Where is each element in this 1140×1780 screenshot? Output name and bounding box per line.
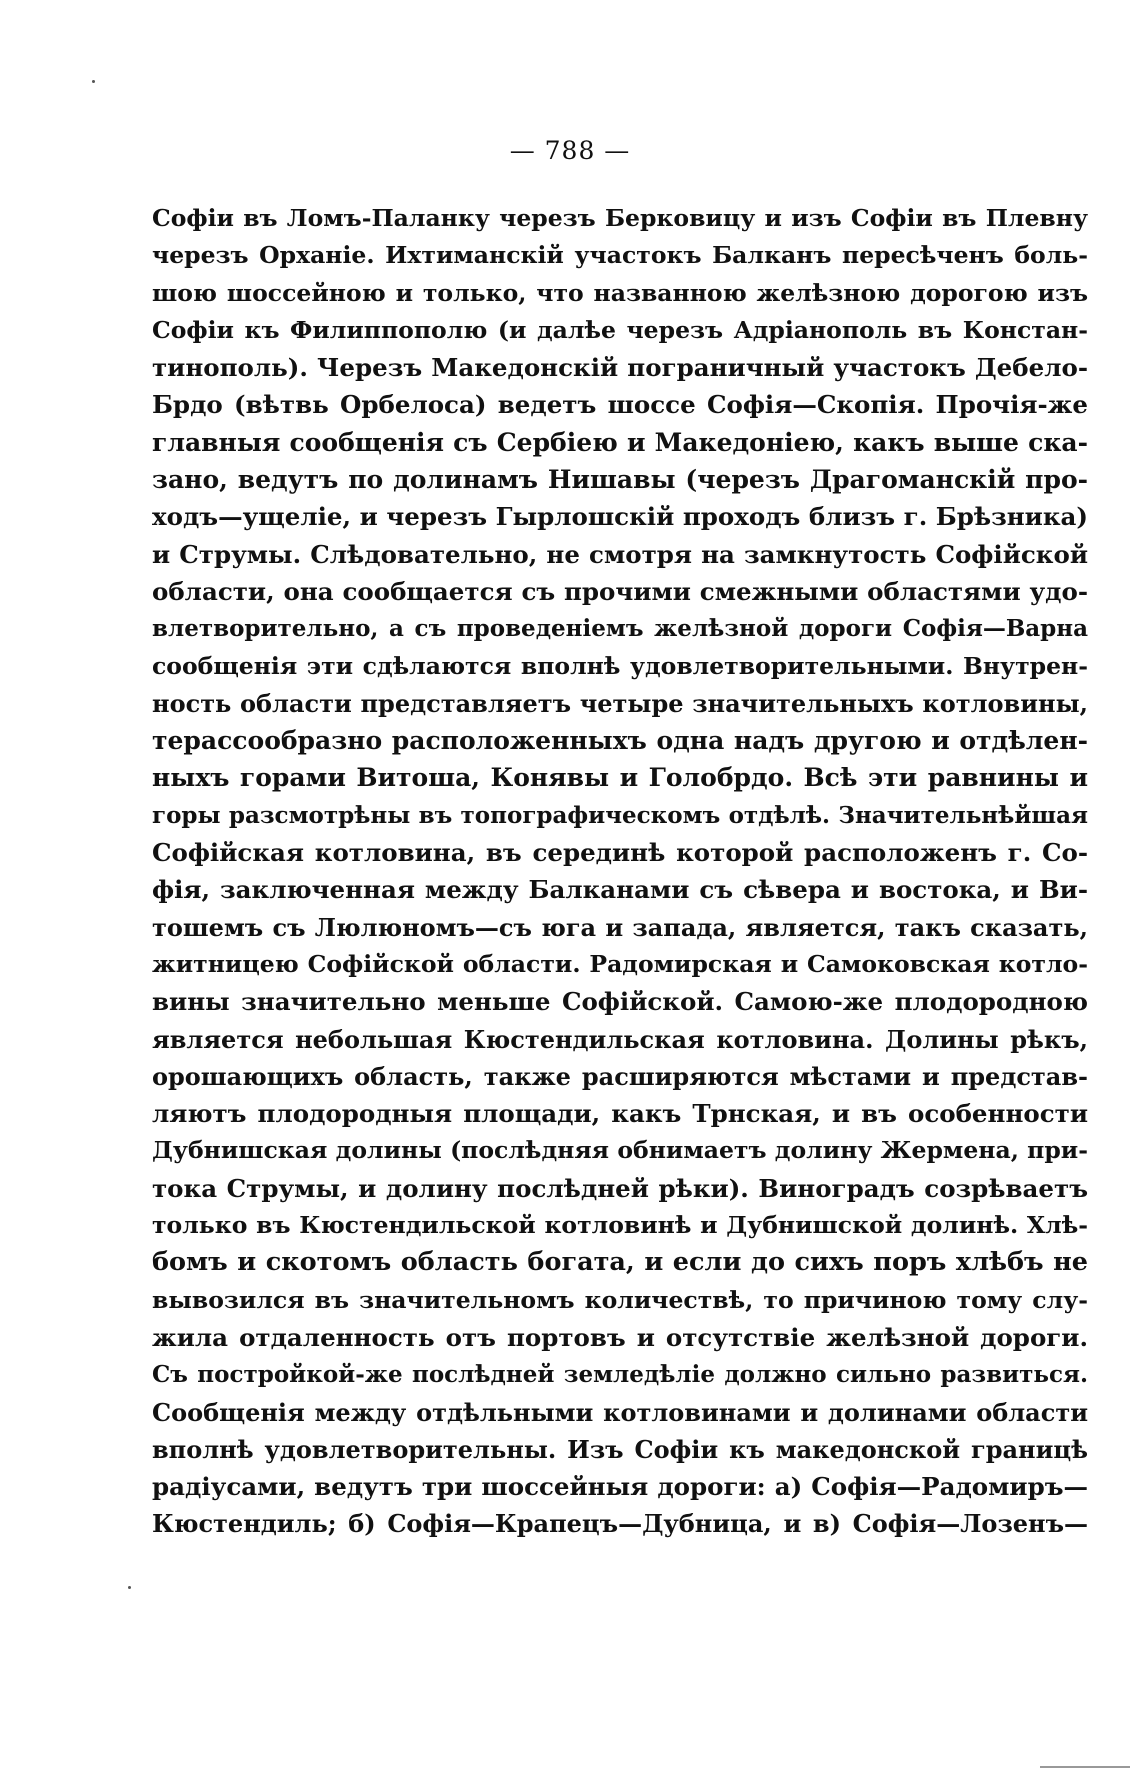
text-line: Софіи къ Филиппополю (и далѣе черезъ Адріанополь въ Констан- [152,315,1088,344]
text-line: главныя сообщенія съ Сербіею и Македоніею, какъ выше ска- [152,427,1088,457]
body-text [152,200,1088,1543]
text-line: ходъ—ущеліе, и черезъ Гырлошскій проходъ близъ г. Брѣзника) [152,502,1088,532]
text-line: вывозился въ значительномъ количествѣ, то причиною тому слу- [152,1285,1088,1314]
text-line: жила отдаленность отъ портовъ и отсутствіе желѣзной дороги. [152,1322,1088,1352]
text-line: Дубнишская долины (послѣдняя обнимаетъ долину Жермена, при- [152,1136,1088,1165]
text-line: фія, заключенная между Балканами съ сѣвера и востока, и Ви- [152,875,1088,905]
text-line: Софійская котловина, въ серединѣ которой расположенъ г. Со- [152,838,1088,868]
text-line: тошемъ съ Люлюномъ—съ юга и запада, является, такъ сказать, [152,912,1088,942]
text-line: ность области представляетъ четыре значительныхъ котловины, [152,688,1088,718]
text-line: и Струмы. Слѣдовательно, не смотря на замкнутость Софійской [152,539,1088,569]
text-line: является небольшая Кюстендильская котловина. Долины рѣкъ, [152,1024,1088,1054]
text-line: Съ постройкой-же послѣдней земледѣліе должно сильно развиться. [152,1361,1088,1389]
text-line: орошающихъ область, также расширяются мѣстами и представ- [152,1061,1088,1091]
paper-speck [128,1586,131,1589]
text-line: влетворительно, а съ проведеніемъ желѣзной дороги Софія—Варна [152,615,1088,643]
text-line: Софіи въ Ломъ-Паланку черезъ Берковицу и изъ Софіи въ Плевну [152,204,1088,232]
text-line: области, она сообщается съ прочими смежными областями удо- [152,576,1088,606]
text-line: только въ Кюстендильской котловинѣ и Дубнишской долинѣ. Хлѣ- [152,1211,1088,1240]
text-line: зано, ведутъ по долинамъ Нишавы (черезъ Драгоманскій про- [152,465,1088,495]
text-line: вины значительно меньше Софійской. Самою-же плодородною [152,987,1088,1017]
text-line: ляютъ плодородныя площади, какъ Трнская, и въ особенности [152,1099,1088,1129]
text-line: радіусами, ведутъ три шоссейныя дороги: а) Софія—Радомиръ— [152,1472,1088,1502]
paper-speck [1040,1766,1130,1768]
text-line: терассообразно расположенныхъ одна надъ другою и отдѣлен- [152,726,1088,756]
text-line: тинополь). Черезъ Македонскій пограничный участокъ Дебело- [152,353,1088,383]
text-line: Сообщенія между отдѣльными котловинами и долинами области [152,1397,1088,1427]
text-line: житницею Софійской области. Радомирская и Самоковская котло- [152,949,1088,978]
text-line: тока Струмы, и долину послѣдней рѣки). Виноградъ созрѣваетъ [152,1173,1088,1203]
text-line: Кюстендиль; б) Софія—Крапецъ—Дубница, и в) Софія—Лозенъ— [152,1509,1088,1539]
text-line: ныхъ горами Витоша, Конявы и Голобрдо. Всѣ эти равнины и [152,763,1088,793]
text-line: вполнѣ удовлетворительны. Изъ Софіи къ македонской границѣ [152,1434,1088,1464]
text-line: шою шоссейною и только, что названною желѣзною дорогою изъ [152,278,1088,307]
text-line: черезъ Орханіе. Ихтиманскій участокъ Балканъ пересѣченъ боль- [152,241,1088,270]
text-line: горы разсмотрѣны въ топографическомъ отдѣлѣ. Значительнѣйшая [152,801,1088,829]
text-line: бомъ и скотомъ область богата, и если до сихъ поръ хлѣбъ не [152,1247,1088,1278]
text-line: сообщенія эти сдѣлаются вполнѣ удовлетворительными. Внутрен- [152,651,1088,680]
page-number: — 788 — [509,136,631,165]
paper-speck [92,80,95,83]
text-line: Брдо (вѣтвь Орбелоса) ведетъ шоссе Софія—Скопія. Прочія-же [152,390,1088,420]
